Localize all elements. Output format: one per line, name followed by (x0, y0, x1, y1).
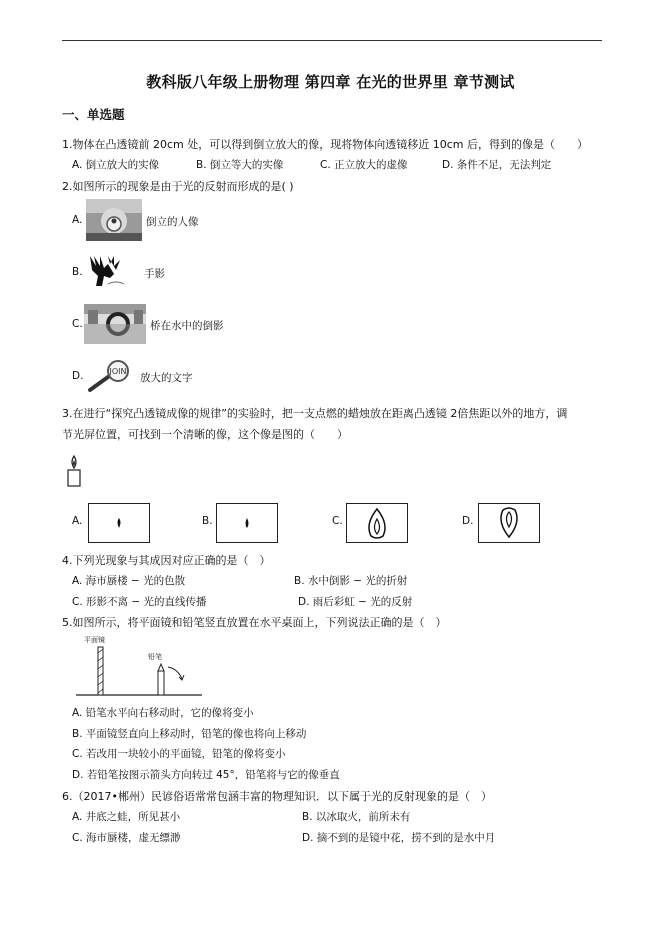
q6-stem: 6.（2017•郴州）民谚俗语常常包涵丰富的物理知识．以下属于光的反射现象的是（ ） (62, 790, 492, 803)
q5-stem: 5.如图所示，将平面镜和铅笔竖直放置在水平桌面上，下列说法正确的是（ ） (62, 616, 447, 629)
q6-option-c[interactable]: C. 海市蜃楼，虚无缥渺 (72, 832, 181, 844)
q2-a-image (86, 199, 142, 241)
q4-option-d[interactable]: D. 雨后彩虹 − 光的反射 (298, 596, 413, 608)
q2-b-image (84, 250, 128, 290)
q3-c-screen (346, 503, 408, 543)
q2-option-c-letter[interactable]: C. (72, 318, 83, 330)
q2-stem: 2.如图所示的现象是由于光的反射而形成的是( ) (62, 180, 294, 193)
q3-d-screen (478, 503, 540, 543)
q4-option-b[interactable]: B. 水中倒影 − 光的折射 (294, 575, 408, 587)
q5-figure (74, 633, 204, 701)
q2-option-b-letter[interactable]: B. (72, 266, 83, 278)
q3-option-b-letter[interactable]: B. (202, 515, 213, 527)
q4-stem: 4.下列光现象与其成因对应正确的是（ ） (62, 554, 271, 567)
q5-option-d[interactable]: D. 若铅笔按图示箭头方向转过 45°，铅笔将与它的像垂直 (72, 769, 340, 781)
pencil-label: 铅笔 (148, 653, 162, 661)
q3-option-a-letter[interactable]: A. (72, 515, 83, 527)
section-title: 一、单选题 (62, 107, 125, 122)
q3-b-screen (216, 503, 278, 543)
q2-option-b-text: 手影 (144, 268, 165, 280)
q2-c-image (84, 304, 146, 344)
q1-option-c[interactable]: C. 正立放大的虚像 (320, 159, 408, 171)
q4-option-c[interactable]: C. 形影不离 − 光的直线传播 (72, 596, 207, 608)
q5-option-a[interactable]: A. 铅笔水平向右移动时，它的像将变小 (72, 707, 254, 719)
q3-option-d-letter[interactable]: D. (462, 515, 474, 527)
mirror-label: 平面镜 (84, 636, 105, 644)
q6-option-d[interactable]: D. 摘不到的是镜中花，捞不到的是水中月 (302, 832, 496, 844)
q1-option-d[interactable]: D. 条件不足，无法判定 (442, 159, 552, 171)
q5-option-b[interactable]: B. 平面镜竖直向上移动时，铅笔的像也将向上移动 (72, 728, 307, 740)
q2-option-d-text: 放大的文字 (140, 372, 193, 384)
page-title: 教科版八年级上册物理 第四章 在光的世界里 章节测试 (146, 73, 515, 91)
q3-option-c-letter[interactable]: C. (332, 515, 343, 527)
header-rule (62, 40, 602, 41)
q3-stem-line2: 节光屏位置，可找到一个清晰的像，这个像是图的（ ） (62, 428, 348, 441)
q2-option-c-text: 桥在水中的倒影 (150, 320, 224, 332)
magnifier-text: JOIN (109, 367, 127, 376)
q3-stem-line1: 3.在进行“探究凸透镜成像的规律”的实验时，把一支点燃的蜡烛放在距离凸透镜 2倍焦距以外的地方，调 (62, 407, 568, 420)
q6-option-b[interactable]: B. 以冰取火，前所未有 (302, 811, 411, 823)
q4-option-a[interactable]: A. 海市蜃楼 − 光的色散 (72, 575, 186, 587)
q6-option-a[interactable]: A. 井底之蛙，所见甚小 (72, 811, 181, 823)
q1-option-b[interactable]: B. 倒立等大的实像 (196, 159, 284, 171)
q2-option-a-text: 倒立的人像 (146, 216, 199, 228)
q1-option-a[interactable]: A. 倒立放大的实像 (72, 159, 160, 171)
q2-option-d-letter[interactable]: D. (72, 370, 84, 382)
q2-d-image (86, 360, 134, 394)
q1-stem: 1.物体在凸透镜前 20cm 处，可以得到倒立放大的像，现将物体向透镜移近 10cm 后，得到的像是（ ） (62, 138, 588, 151)
q5-option-c[interactable]: C. 若改用一块较小的平面镜，铅笔的像将变小 (72, 748, 286, 760)
q2-option-a-letter[interactable]: A. (72, 214, 83, 226)
q3-a-screen (88, 503, 150, 543)
candle-icon (64, 454, 84, 488)
